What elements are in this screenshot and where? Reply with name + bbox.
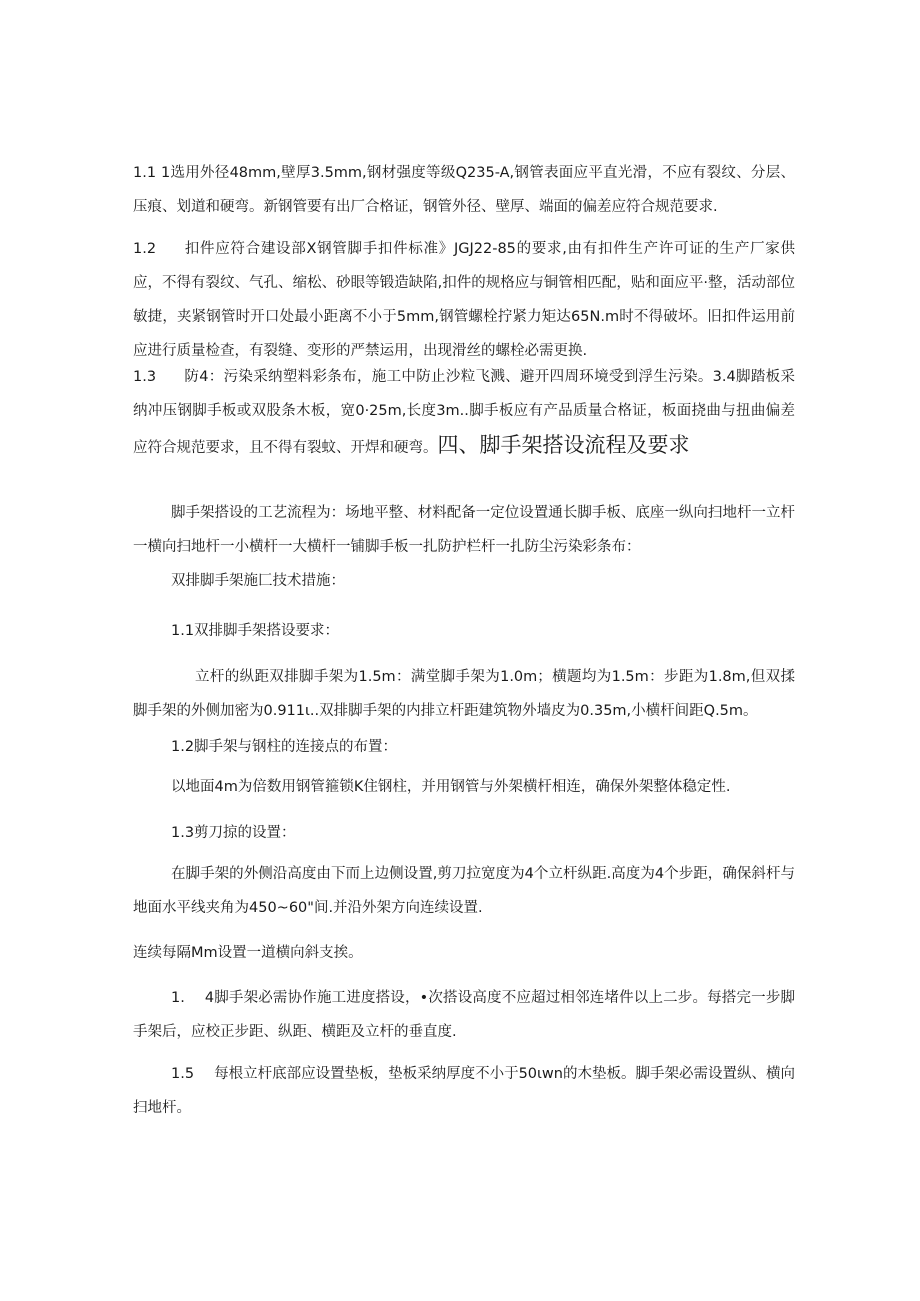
section-1-3-body [133,857,795,925]
flow-text: 脚手架搭设的工艺流程为：场地平整、材料配备一定位设置通长脚手板、底座一纵向扫地杆一立杆一横向扫地杆一小横杆一大横杆一铺脚手板一扎防护栏杆一扎防尘污染彩条布： [133,505,795,555]
section-1-2-title [133,730,795,764]
paragraph-1-2-text: 扣件应符合建设部X钢管脚手扣件标准》JGJ22-85的要求,由有扣件生产许可证的生产厂家供应，不得有裂纹、气孔、缩松、砂眼等锻造缺陷,扣件的规格应与铜管相匹配，贴和面应平·整，活动部位敏捷，夹紧钢管时开口处最小距离不小于5mm,钢管螺栓拧紧力矩达65N.m时不得破坏。旧扣件运用前应进行质量检查，有裂缝、变形的严禁运用，出现滑丝的螺栓必需更换. [133,241,795,359]
measures-title [133,564,795,598]
paragraph-1-3-text: 防4：污染采纳塑料彩条布，施工中防止沙粒飞溅、避开四周环境受到浮生污染。3.4脚踏板采纳冲压钢脚手板或双股条木板，宽0·25m,长度3m..脚手板应有产品质量合格证，板面挠曲与扭曲偏差应符合规范要求，且不得有裂蚊、开焊和硬弯。 [133,369,795,456]
paragraph-1-2 [133,232,795,368]
paragraph-1-3-number: 1.3 [133,369,157,385]
section-1-3-title-text: 1.3剪刀掠的设置： [171,825,296,841]
section-1-2-body [133,770,795,804]
section-1-5-text: 每根立杆底部应设置垫板，垫板采纳厚度不小于50ιwn的木垫板。脚手架必需设置纵、横向扫地杆。 [133,1066,795,1116]
section-heading: 四、脚手架搭设流程及要求 [437,433,690,457]
section-1-1-body-text: 立杆的纵距双排脚手架为1.5m：满堂脚手架为1.0m；横题均为1.5m：步距为1.8m,但双揉脚手架的外侧加密为0.911ι..双排脚手架的内排立杆距建筑物外墙皮为0.35m,小横杆间距Q.5m。 [133,669,795,719]
section-1-2-title-text: 1.2脚手架与钢柱的连接点的布置： [171,739,398,755]
paragraph-1-2-number: 1.2 [133,241,157,257]
section-1-3-extra [133,936,795,970]
section-1-3-body-text: 在脚手架的外侧沿高度由下而上边侧设置,剪刀拉宽度为4个立杆纵距.高度为4个步距，确保斜杆与地面水平线夹角为450~60"间.并沿外架方向连续设置. [133,866,795,916]
section-1-5-number: 1.5 [171,1066,195,1082]
flow-paragraph [133,496,795,564]
section-1-4-number: 1. [171,990,185,1006]
paragraph-1-3 [133,360,795,465]
section-1-5 [133,1057,795,1125]
section-1-2-body-text: 以地面4m为倍数用钢管箍锁K住钢柱，并用钢管与外架横杆相连，确保外架整体稳定性. [171,779,731,795]
section-1-1-title-text: 1.1双排脚手架搭设要求： [171,623,340,639]
section-1-1-title [133,614,795,648]
section-1-4-text: 4脚手架必需协作施工进度搭设，•次搭设高度不应超过相邻连堵件以上二步。每搭完一步脚手架后，应校正步距、纵距、横距及立杆的垂直度. [133,990,795,1040]
section-1-3-title [133,816,795,850]
section-1-3-extra-text: 连续每隔Mm设置一道横向斜支挨。 [133,945,363,961]
paragraph-1-1 [133,156,795,224]
section-1-1-body [133,660,795,728]
section-1-4 [133,981,795,1049]
measures-title-text: 双排脚手架施匚技术措施： [171,573,345,589]
paragraph-1-1-text: 1.1 1选用外径48mm,壁厚3.5mm,钢材强度等级Q235-A,钢管表面应平直光滑，不应有裂纹、分层、压痕、划道和硬弯。新钢管要有出厂合格证，钢管外径、壁厚、端面的偏差应符合规范要求. [133,165,795,215]
